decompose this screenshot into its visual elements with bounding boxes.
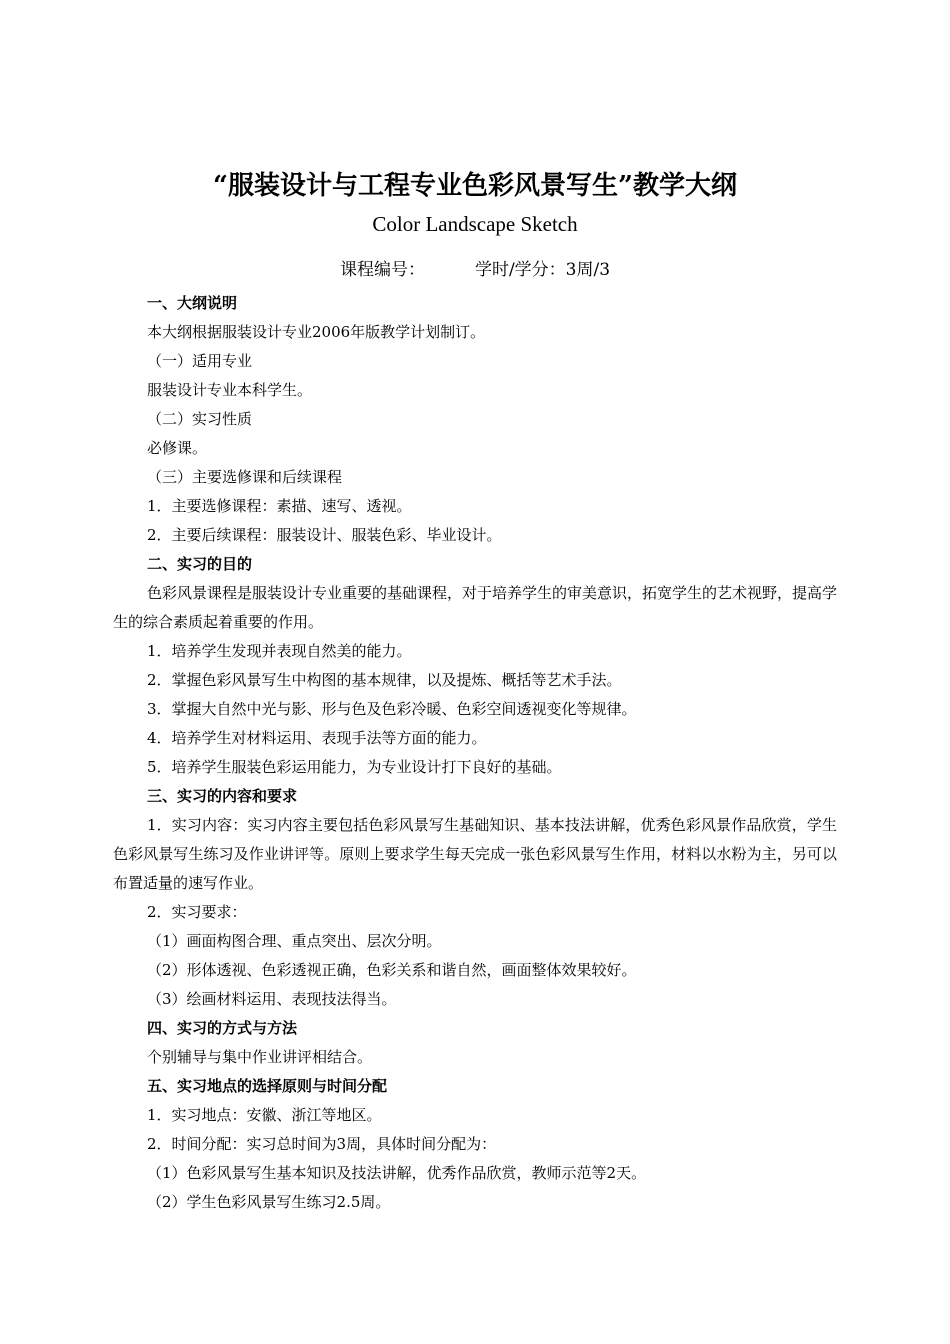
section-heading: 四、实习的方式与方法	[147, 1019, 298, 1037]
body-line: （3）绘画材料运用、表现技法得当。	[147, 990, 397, 1008]
body-line: 2．主要后续课程：服装设计、服装色彩、毕业设计。	[147, 526, 502, 544]
body-line: 4．培养学生对材料运用、表现手法等方面的能力。	[147, 729, 487, 747]
course-code-label: 课程编号：	[339, 260, 425, 280]
course-meta	[0, 256, 950, 284]
body-line: 1．实习地点：安徽、浙江等地区。	[147, 1106, 382, 1124]
hours-credits: 学时/学分：3周/3	[474, 260, 611, 280]
document-subtitle: Color Landscape Sketch	[372, 212, 578, 236]
document-title: “服装设计与工程专业色彩风景写生”教学大纲	[213, 171, 737, 201]
body-paragraph: 色彩风景课程是服装设计专业重要的基础课程，对于培养学生的审美意识，拓宽学生的艺术视野，提高学生的综合素质起着重要的作用。	[113, 584, 838, 631]
document-body	[113, 289, 837, 1217]
section-heading: 一、大纲说明	[147, 294, 238, 312]
section-heading: 三、实习的内容和要求	[147, 787, 298, 805]
body-line: 本大纲根据服装设计专业2006年版教学计划制订。	[147, 323, 486, 341]
body-line: （一）适用专业	[147, 352, 253, 370]
body-line: 服装设计专业本科学生。	[147, 381, 313, 399]
body-line: （二）实习性质	[147, 410, 253, 428]
body-line: 必修课。	[147, 439, 208, 457]
body-line: 3．掌握大自然中光与影、形与色及色彩冷暖、色彩空间透视变化等规律。	[147, 700, 637, 718]
body-line: （2）形体透视、色彩透视正确，色彩关系和谐自然，画面整体效果较好。	[147, 961, 637, 979]
body-line: 2．掌握色彩风景写生中构图的基本规律，以及提炼、概括等艺术手法。	[147, 671, 622, 689]
body-line: 2．时间分配：实习总时间为3周，具体时间分配为：	[147, 1135, 497, 1153]
body-line: 5．培养学生服装色彩运用能力，为专业设计打下良好的基础。	[147, 758, 562, 776]
body-line: （三）主要选修课和后续课程	[147, 468, 343, 486]
body-line: （1）色彩风景写生基本知识及技法讲解，优秀作品欣赏，教师示范等2天。	[147, 1164, 647, 1182]
section-heading: 二、实习的目的	[147, 555, 253, 573]
body-line: 个别辅导与集中作业讲评相结合。	[147, 1048, 373, 1066]
body-line: 2．实习要求：	[147, 903, 247, 921]
body-line: （1）画面构图合理、重点突出、层次分明。	[147, 932, 442, 950]
body-paragraph: 1．实习内容：实习内容主要包括色彩风景写生基础知识、基本技法讲解，优秀色彩风景作品欣赏，学生色彩风景写生练习及作业讲评等。原则上要求学生每天完成一张色彩风景写生作用，材料以水粉为主，另可以布置适量的速写作业。	[113, 816, 837, 892]
body-line: 1．主要选修课程：素描、速写、透视。	[147, 497, 412, 515]
section-heading: 五、实习地点的选择原则与时间分配	[147, 1077, 388, 1095]
body-line: （2）学生色彩风景写生练习2.5周。	[147, 1193, 391, 1211]
body-line: 1．培养学生发现并表现自然美的能力。	[147, 642, 412, 660]
